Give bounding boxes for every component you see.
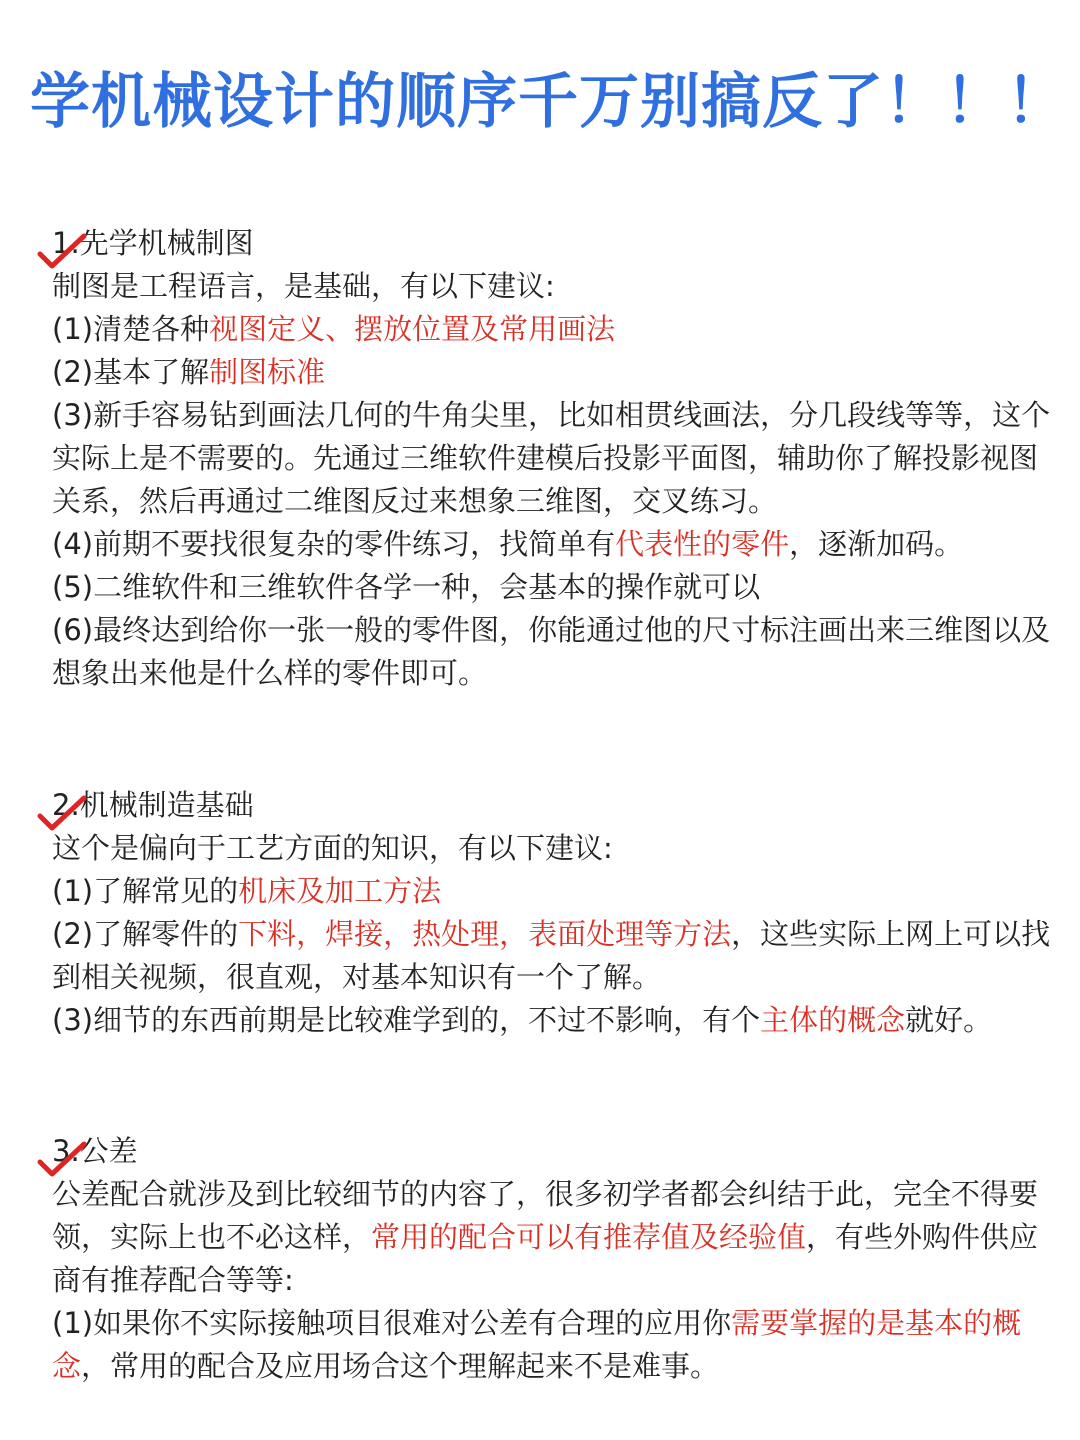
red-check-icon [36, 232, 88, 272]
page-title: 学机械设计的顺序千万别搞反了！！！ [30, 67, 1067, 137]
section-manufacturing-basics [52, 784, 1057, 1042]
section-heading-text: 1.先学机械制图 [52, 226, 254, 260]
highlight-text: 视图定义、摆放位置及常用画法 [209, 312, 616, 346]
highlight-text: 代表性的零件 [615, 527, 790, 561]
paragraph: 这个是偏向于工艺方面的知识，有以下建议: [52, 831, 613, 865]
paragraph: (6)最终达到给你一张一般的零件图，你能通过他的尺寸标注画出来三维图以及想象出来他是什么样的零件即可。 [52, 613, 1051, 690]
section-heading-text: 2.机械制造基础 [52, 788, 254, 822]
paragraph: (5)二维软件和三维软件各学一种，会基本的操作就可以 [52, 570, 761, 604]
paragraph: (1)了解常见的机床及加工方法 [52, 874, 442, 908]
paragraph: (2)基本了解制图标准 [52, 355, 326, 389]
paragraph: (1)如果你不实际接触项目很难对公差有合理的应用你需要掌握的是基本的概念，常用的配合及应用场合这个理解起来不是难事。 [52, 1306, 1022, 1383]
red-check-icon [36, 1140, 88, 1180]
section-tolerance [52, 1130, 1057, 1388]
section-heading-text: 3.公差 [52, 1134, 138, 1168]
section-heading [52, 784, 1057, 827]
highlight-text: 主体的概念 [760, 1003, 906, 1037]
paragraph: 公差配合就涉及到比较细节的内容了，很多初学者都会纠结于此，完全不得要领，实际上也不必这样，常用的配合可以有推荐值及经验值，有些外购件供应商有推荐配合等等: [52, 1177, 1039, 1297]
section-mechanical-drawing [52, 222, 1057, 695]
section-heading [52, 1130, 1057, 1173]
highlight-text: 下料，焊接，热处理，表面处理等方法 [238, 917, 732, 951]
highlight-text: 制图标准 [209, 355, 326, 389]
paragraph: (1)清楚各种视图定义、摆放位置及常用画法 [52, 312, 616, 346]
paragraph: 制图是工程语言，是基础，有以下建议: [52, 269, 555, 303]
highlight-text: 常用的配合可以有推荐值及经验值 [371, 1220, 807, 1254]
paragraph: (4)前期不要找很复杂的零件练习，找简单有代表性的零件，逐渐加码。 [52, 527, 964, 561]
red-check-icon [36, 794, 88, 834]
paragraph: (3)细节的东西前期是比较难学到的，不过不影响，有个主体的概念就好。 [52, 1003, 993, 1037]
paragraph: (3)新手容易钻到画法几何的牛角尖里，比如相贯线画法，分几段线等等，这个实际上是不需要的。先通过三维软件建模后投影平面图，辅助你了解投影视图关系，然后再通过二维图反过来想象三维图，交叉练习。 [52, 398, 1051, 518]
highlight-text: 需要掌握的是基本的概念 [52, 1306, 1022, 1383]
highlight-text: 机床及加工方法 [238, 874, 442, 908]
paragraph: (2)了解零件的下料，焊接，热处理，表面处理等方法，这些实际上网上可以找到相关视频，很直观，对基本知识有一个了解。 [52, 917, 1051, 994]
section-heading [52, 222, 1057, 265]
